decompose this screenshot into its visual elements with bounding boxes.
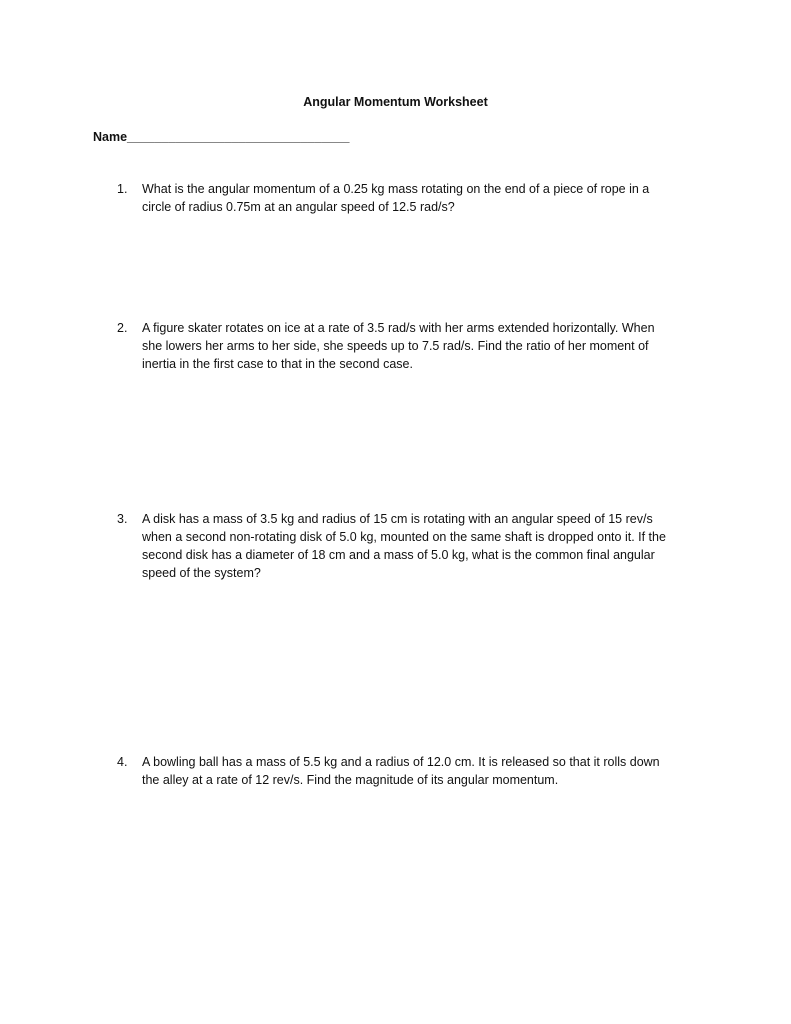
- worksheet-title: Angular Momentum Worksheet: [303, 95, 488, 109]
- question-item: [117, 319, 707, 373]
- question-text: A figure skater rotates on ice at a rate of 3.5 rad/s with her arms extended horizontally. When she lowers her arms to her side, she speeds up to 7.5 rad/s. Find the ratio of her moment of inertia in the first case to that in the second case.: [142, 321, 655, 371]
- question-number: 4.: [117, 755, 128, 769]
- question-item: [117, 180, 707, 216]
- name-field-label: Name________________________________: [93, 130, 350, 144]
- question-text: What is the angular momentum of a 0.25 kg mass rotating on the end of a piece of rope in a circle of radius 0.75m at an angular speed of 12.5 rad/s?: [142, 182, 650, 214]
- question-number: 2.: [117, 321, 128, 335]
- question-item: [117, 510, 707, 582]
- question-number: 1.: [117, 182, 128, 196]
- question-text: A bowling ball has a mass of 5.5 kg and a radius of 12.0 cm. It is released so that it rolls down the alley at a rate of 12 rev/s. Find the magnitude of its angular momentum.: [142, 755, 660, 787]
- question-text: A disk has a mass of 3.5 kg and radius of 15 cm is rotating with an angular speed of 15 rev/s when a second non-rotating disk of 5.0 kg, mounted on the same shaft is dropped onto it. If the second disk has a diameter of 18 cm and a mass of 5.0 kg, what is the common final angular speed of the system?: [142, 512, 666, 580]
- question-number: 3.: [117, 512, 128, 526]
- question-item: [117, 753, 707, 789]
